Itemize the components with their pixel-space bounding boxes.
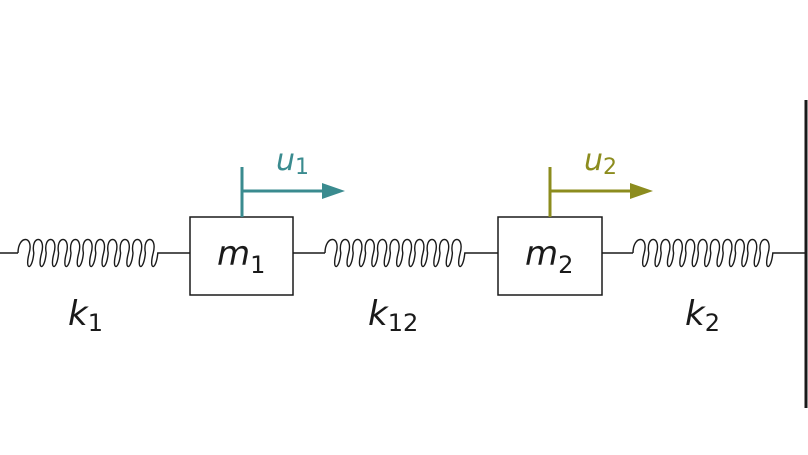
displacement-label-u2-subscript: 2 — [603, 155, 618, 180]
spring-k2 — [633, 240, 773, 267]
displacement-label-u1-symbol: u — [276, 143, 296, 178]
mass-label-2-symbol: m — [525, 234, 559, 274]
spring-label-k1-subscript: 1 — [87, 309, 103, 337]
spring-label-k2 — [685, 294, 720, 337]
displacement-label-u2-symbol: u — [584, 143, 604, 178]
spring-k1 — [18, 240, 158, 267]
spring-label-k2-symbol: k — [685, 294, 705, 334]
displacement-label-u1 — [276, 143, 309, 180]
spring-label-k12 — [368, 294, 418, 337]
u2-arrowhead — [630, 183, 653, 199]
mass-label-1-subscript: 1 — [250, 251, 266, 279]
spring-label-k1 — [68, 294, 103, 337]
spring-k12 — [325, 240, 465, 267]
displacement-label-u2 — [584, 143, 617, 180]
mass-label-2-subscript: 2 — [558, 251, 574, 279]
mass-label-1-symbol: m — [217, 234, 251, 274]
u1-arrowhead — [322, 183, 345, 199]
spring-label-k2-subscript: 2 — [704, 309, 720, 337]
spring-label-k12-symbol: k — [368, 294, 388, 334]
spring-label-k1-symbol: k — [68, 294, 88, 334]
spring-label-k12-subscript: 12 — [387, 309, 419, 337]
displacement-label-u1-subscript: 1 — [295, 155, 310, 180]
